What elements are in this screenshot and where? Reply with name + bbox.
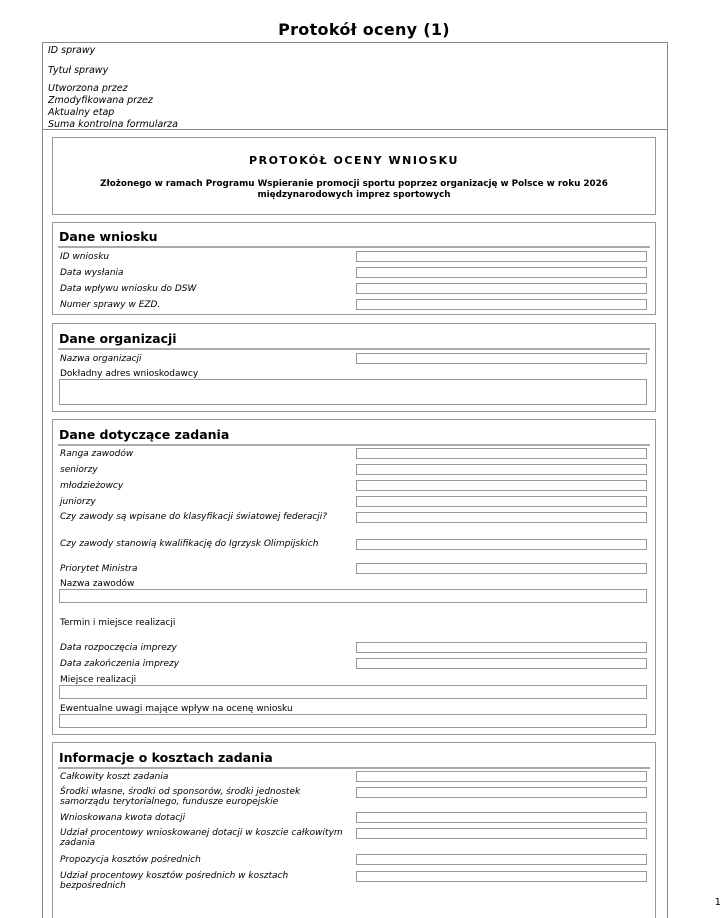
field-label: Nazwa organizacji [60,354,142,364]
olympic-qualification-field[interactable] [356,539,647,550]
section-rule [58,246,650,248]
field-label: Udział procentowy kosztów pośrednich w kosztach bezpośrednich [60,871,289,891]
meta-divider [42,129,668,130]
field-label: seniorzy [60,465,98,475]
field-label: ID wniosku [60,252,110,262]
send-date-field[interactable] [356,267,647,278]
address-field[interactable] [59,379,647,405]
competition-rank-field[interactable] [356,448,647,459]
field-label: Ranga zawodów [60,449,134,459]
application-id-field[interactable] [356,251,647,262]
protocol-subtitle: Złożonego w ramach Programu Wspieranie promocji sportu poprzez organizację w Polsce w roku 2026 międzynarodowych imprez sportowych [100,179,608,200]
receipt-date-field[interactable] [356,283,647,294]
section-heading: Dane dotyczące zadania [59,427,230,442]
minister-priority-field[interactable] [356,563,647,574]
organization-name-field[interactable] [356,353,647,364]
section-heading: Dane organizacji [59,331,177,346]
subsection-label: Termin i miejsce realizacji [60,618,176,628]
field-label: Data wpływu wniosku do DSW [60,284,197,294]
field-label: Całkowity koszt zadania [60,772,169,782]
meta-current-stage: Aktualny etap [48,107,115,118]
indirect-share-field[interactable] [356,871,647,882]
meta-created-by: Utworzona przez [48,83,128,94]
field-label: Priorytet Ministra [60,564,138,574]
field-label: juniorzy [60,497,96,507]
section-heading: Informacje o kosztach zadania [59,750,273,765]
competition-name-field[interactable] [59,589,647,603]
field-label: Środki własne, środki od sponsorów, środki jednostek samorządu terytorialnego, fundusze europejskie [60,787,301,807]
page-number: 1 [714,897,721,908]
field-label: Numer sprawy w EZD. [60,300,161,310]
field-label: Czy zawody są wpisane do klasyfikacji światowej federacji? [60,512,328,522]
page-title: Protokół oceny (1) [278,20,450,39]
youth-field[interactable] [356,480,647,491]
remarks-field[interactable] [59,714,647,728]
meta-case-title: Tytuł sprawy [48,65,109,76]
field-label: Udział procentowy wnioskowanej dotacji w koszcie całkowitym zadania [60,828,343,848]
location-field[interactable] [59,685,647,699]
field-label: Data rozpoczęcia imprezy [60,643,177,653]
meta-case-id: ID sprawy [48,45,96,56]
field-label: Data wysłania [60,268,124,278]
protocol-header-box [52,137,656,215]
world-classification-field[interactable] [356,512,647,523]
meta-checksum: Suma kontrolna formularza [48,119,178,130]
field-label: Data zakończenia imprezy [60,659,180,669]
section-rule [58,444,650,446]
total-cost-field[interactable] [356,771,647,782]
field-label: Propozycja kosztów pośrednich [60,855,201,865]
juniors-field[interactable] [356,496,647,507]
seniors-field[interactable] [356,464,647,475]
grant-amount-field[interactable] [356,812,647,823]
indirect-costs-field[interactable] [356,854,647,865]
own-funds-field[interactable] [356,787,647,798]
field-label: Nazwa zawodów [60,579,135,589]
field-label: Czy zawody stanowią kwalifikację do Igrzysk Olimpijskich [60,539,319,549]
ezd-number-field[interactable] [356,299,647,310]
section-heading: Dane wniosku [59,229,158,244]
field-label: Wnioskowana kwota dotacji [60,813,186,823]
section-rule [58,767,650,769]
start-date-field[interactable] [356,642,647,653]
end-date-field[interactable] [356,658,647,669]
field-label: Ewentualne uwagi mające wpływ na ocenę wniosku [60,704,293,714]
field-label: Dokładny adres wnioskodawcy [60,369,199,379]
section-rule [58,348,650,350]
meta-modified-by: Zmodyfikowana przez [48,95,153,106]
field-label: Miejsce realizacji [60,675,137,685]
protocol-title: PROTOKÓŁ OCENY WNIOSKU [249,154,459,167]
field-label: młodzieżowcy [60,481,124,491]
grant-share-field[interactable] [356,828,647,839]
